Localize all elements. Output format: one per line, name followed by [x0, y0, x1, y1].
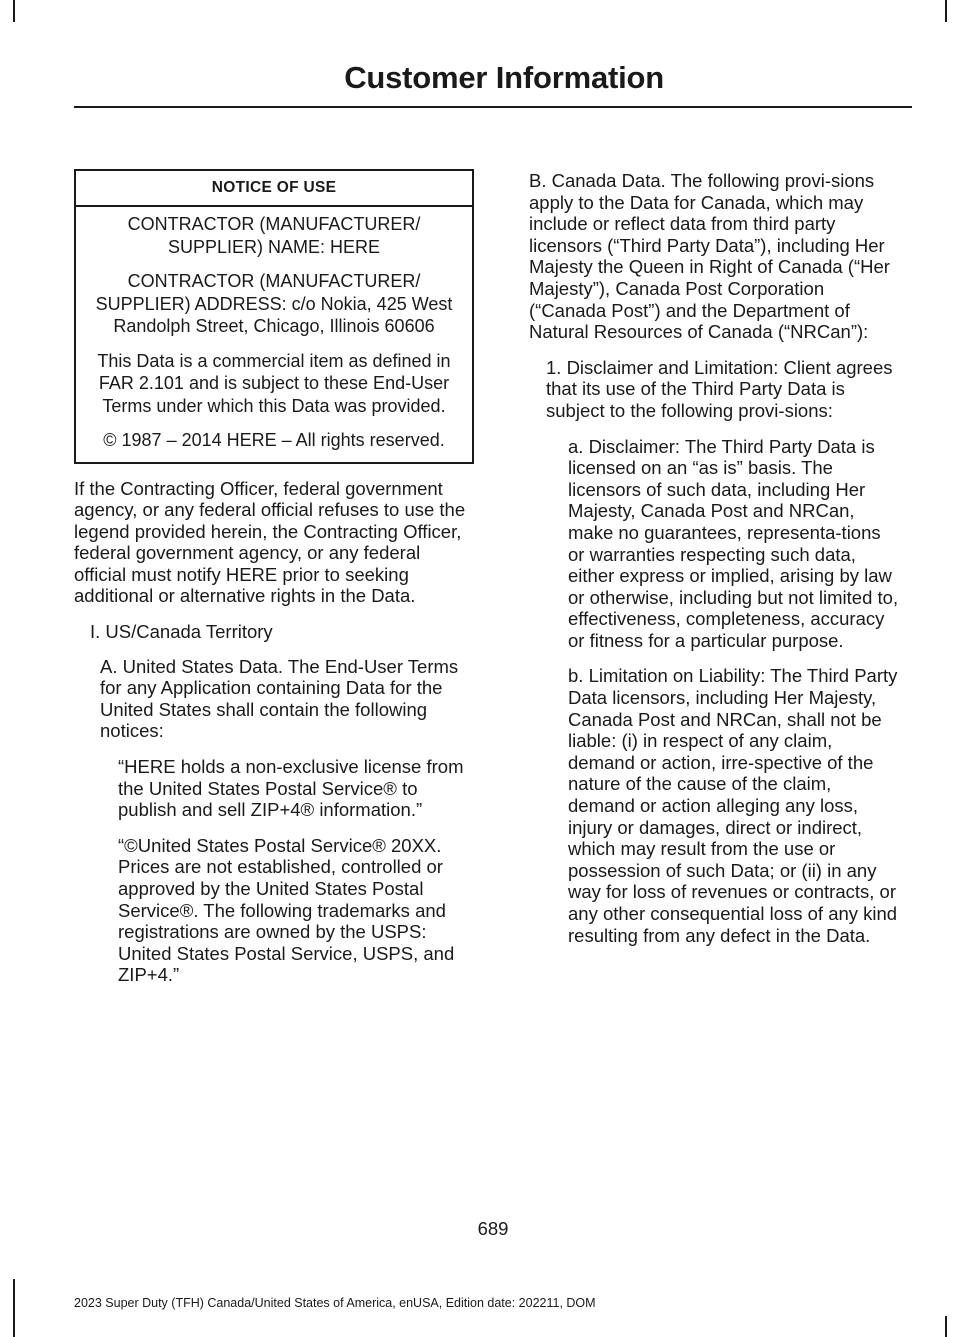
usps-copyright-quote: “©United States Postal Service® 20XX. Prices are not established, controlled or approved by the United States Postal Service®. The following trademarks and registrations are owned by the USPS: United States Postal Service, USPS, and ZIP+4.” — [118, 834, 455, 986]
crop-mark-bottom-left — [13, 1279, 15, 1337]
crop-mark-top-right — [945, 0, 947, 22]
crop-mark-top-left — [13, 0, 15, 22]
right-column — [529, 170, 899, 946]
commercial-item-text: This Data is a commercial item as defined in FAR 2.101 and is subject to these End-User Terms under which this Data was provided. — [97, 350, 451, 416]
item-disclaimer-and-limitation: 1. Disclaimer and Limitation: Client agrees that its use of the Third Party Data is subject to the following provi-sions: — [546, 356, 893, 421]
footer-edition-info: 2023 Super Duty (TFH) Canada/United States of America, enUSA, Edition date: 202211, DOM — [74, 1296, 596, 1310]
notice-heading: NOTICE OF USE — [76, 171, 472, 207]
left-column — [74, 169, 474, 986]
usps-license-quote: “HERE holds a non-exclusive license from the United States Postal Service® to publish and sell ZIP+4® information.” — [118, 756, 464, 821]
notice-body — [76, 207, 472, 462]
section-united-states-data: A. United States Data. The End-User Terms for any Application containing Data for the United States shall contain the following notices: — [100, 655, 459, 742]
item-disclaimer: a. Disclaimer: The Third Party Data is licensed on an “as is” basis. The licensors of such data, including Her Majesty, Canada Post and NRCan, make no guarantees, representa-tions or warranties respecting such data, either express or implied, arising by law or otherwise, including but not limited to, effectiveness, completeness, accuracy or fitness for a particular purpose. — [568, 435, 899, 651]
section-us-canada-territory: I. US/Canada Territory — [90, 621, 273, 643]
contractor-name: CONTRACTOR (MANUFACTURER/ SUPPLIER) NAME: HERE — [127, 214, 421, 257]
crop-mark-bottom-right — [945, 1316, 947, 1337]
page-title: Customer Information — [344, 60, 664, 95]
contracting-officer-paragraph: If the Contracting Officer, federal government agency, or any federal official refuses to use the legend provided herein, the Contracting Officer, federal government agency, or any federal official must notify HERE prior to seeking additional or alternative rights in the Data. — [74, 477, 466, 607]
contractor-address: CONTRACTOR (MANUFACTURER/ SUPPLIER) ADDRESS: c/o Nokia, 425 West Randolph Street, Chicago, Illinois 60606 — [95, 271, 453, 336]
copyright-text: © 1987 – 2014 HERE – All rights reserved. — [103, 430, 445, 450]
section-canada-data: B. Canada Data. The following provi-sions apply to the Data for Canada, which may include or reflect data from third party licensors (“Third Party Data”), including Her Majesty the Queen in Right of Canada (“Her Majesty”), Canada Post Corporation (“Canada Post”) and the Department of Natural Resources of Canada (“NRCan”): — [529, 170, 890, 343]
notice-of-use-box — [74, 169, 474, 464]
item-limitation-on-liability: b. Limitation on Liability: The Third Party Data licensors, including Her Majesty, Canada Post and NRCan, shall not be liable: (i) in respect of any claim, demand or action, irre-spective of the nature of the cause of the claim, demand or action alleging any loss, injury or damages, direct or indirect, which may result from the use or possession of such Data; or (ii) in any way for loss of revenues or contracts, or any other consequential loss of any kind resulting from any defect in the Data. — [568, 665, 898, 946]
header-divider — [74, 106, 912, 108]
page-number: 689 — [477, 1218, 509, 1239]
